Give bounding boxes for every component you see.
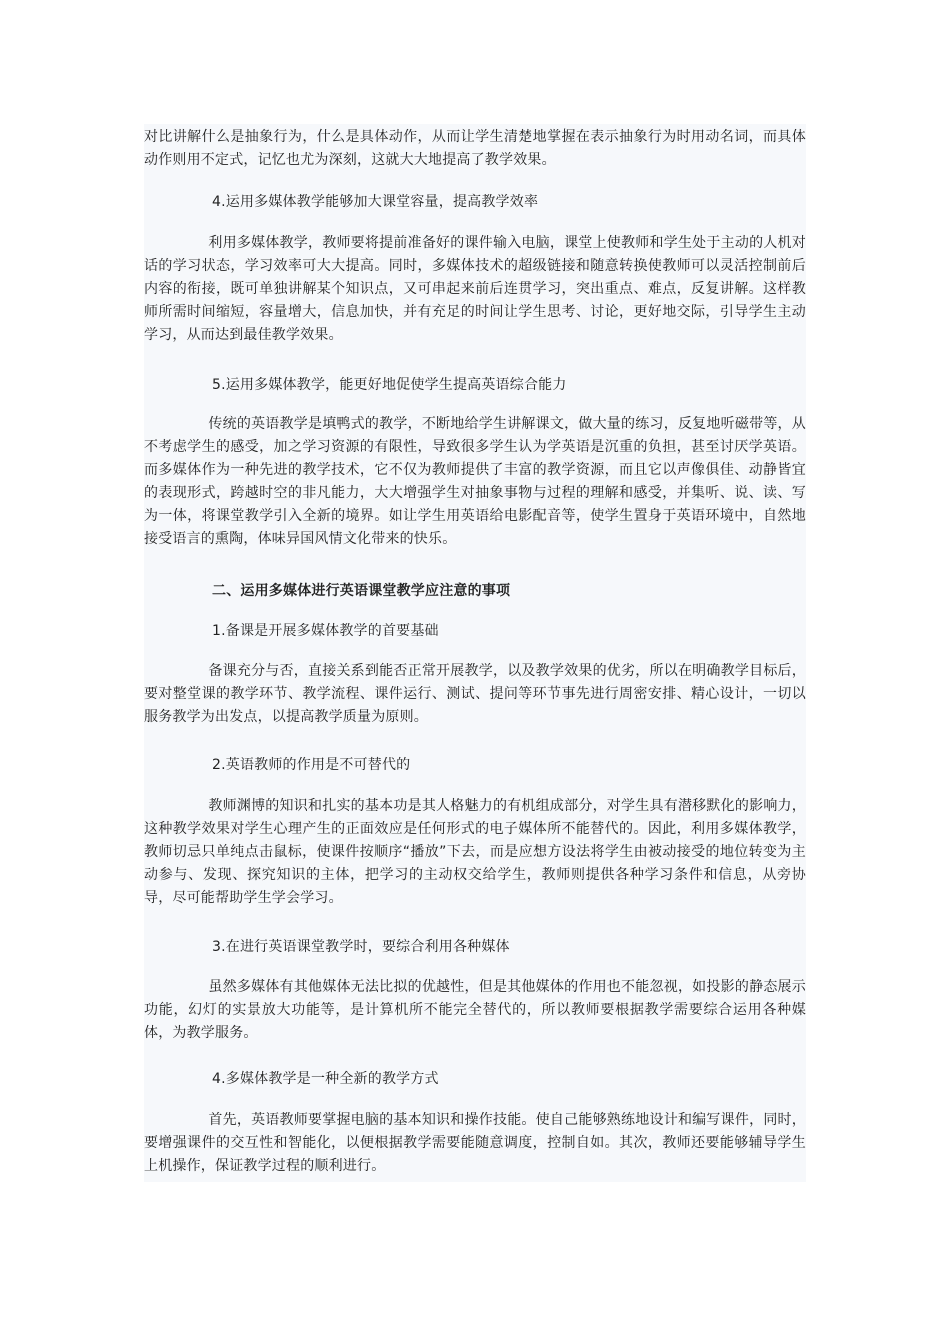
subheading-s1: 1.备课是开展多媒体教学的首要基础	[212, 623, 439, 639]
section-heading-2: 二、运用多媒体进行英语课堂教学应注意的事项	[212, 583, 511, 599]
paragraph-s2: 教师渊博的知识和扎实的基本功是其人格魅力的有机组成部分，对学生具有潜移默化的影响力，这种教学效果对学生心理产生的正面效应是任何形式的电子媒体所不能替代的。因此，利用多媒体教学，教师切忌只单纯点击鼠标，使课件按顺序“播放”下去，而是应想方设法将学生由被动接受的地位转变为主动参与、发现、探究知识的主体，把学习的主动权交给学生，教师则提供各种学习条件和信息，从旁协导，尽可能帮助学生学会学习。	[144, 798, 806, 906]
paragraph-4: 利用多媒体教学，教师要将提前准备好的课件输入电脑，课堂上使教师和学生处于主动的人机对话的学习状态，学习效率可大大提高。同时，多媒体技术的超级链接和随意转换使教师可以灵活控制前后内容的衔接，既可单独讲解某个知识点，又可串起来前后连贯学习，突出重点、难点，反复讲解。这样教师所需时间缩短，容量增大，信息加快，并有充足的时间让学生思考、讨论，更好地交际，引导学生主动学习，从而达到最佳教学效果。	[144, 235, 806, 343]
subheading-s3: 3.在进行英语课堂教学时，要综合利用各种媒体	[212, 939, 510, 955]
subheading-s4: 4.多媒体教学是一种全新的教学方式	[212, 1071, 439, 1087]
article-body	[144, 124, 806, 1182]
subheading-s2: 2.英语教师的作用是不可替代的	[212, 757, 411, 773]
paragraph-continuation: 对比讲解什么是抽象行为，什么是具体动作，从而让学生清楚地掌握在表示抽象行为时用动名词，而具体动作则用不定式，记忆也尤为深刻，这就大大地提高了教学效果。	[144, 129, 806, 168]
subheading-4: 4.运用多媒体教学能够加大课堂容量，提高教学效率	[212, 194, 539, 210]
paragraph-s1: 备课充分与否，直接关系到能否正常开展教学，以及教学效果的优劣，所以在明确教学目标后，要对整堂课的教学环节、教学流程、课件运行、测试、提问等环节事先进行周密安排、精心设计，一切以服务教学为出发点，以提高教学质量为原则。	[144, 663, 806, 725]
subheading-5: 5.运用多媒体教学，能更好地促使学生提高英语综合能力	[212, 377, 567, 393]
paragraph-5: 传统的英语教学是填鸭式的教学，不断地给学生讲解课文，做大量的练习，反复地听磁带等，从不考虑学生的感受，加之学习资源的有限性，导致很多学生认为学英语是沉重的负担，甚至讨厌学英语。而多媒体作为一种先进的教学技术，它不仅为教师提供了丰富的教学资源，而且它以声像俱佳、动静皆宜的表现形式，跨越时空的非凡能力，大大增强学生对抽象事物与过程的理解和感受，并集听、说、读、写为一体，将课堂教学引入全新的境界。如让学生用英语给电影配音等，使学生置身于英语环境中，自然地接受语言的熏陶，体味异国风情文化带来的快乐。	[144, 416, 806, 547]
paragraph-s3: 虽然多媒体有其他媒体无法比拟的优越性，但是其他媒体的作用也不能忽视，如投影的静态展示功能，幻灯的实景放大功能等，是计算机所不能完全替代的，所以教师要根据教学需要综合运用各种媒体，为教学服务。	[144, 979, 806, 1041]
paragraph-s4: 首先，英语教师要掌握电脑的基本知识和操作技能。使自己能够熟练地设计和编写课件，同时，要增强课件的交互性和智能化，以便根据教学需要能随意调度，控制自如。其次，教师还要能够辅导学生上机操作，保证教学过程的顺利进行。	[144, 1112, 806, 1174]
